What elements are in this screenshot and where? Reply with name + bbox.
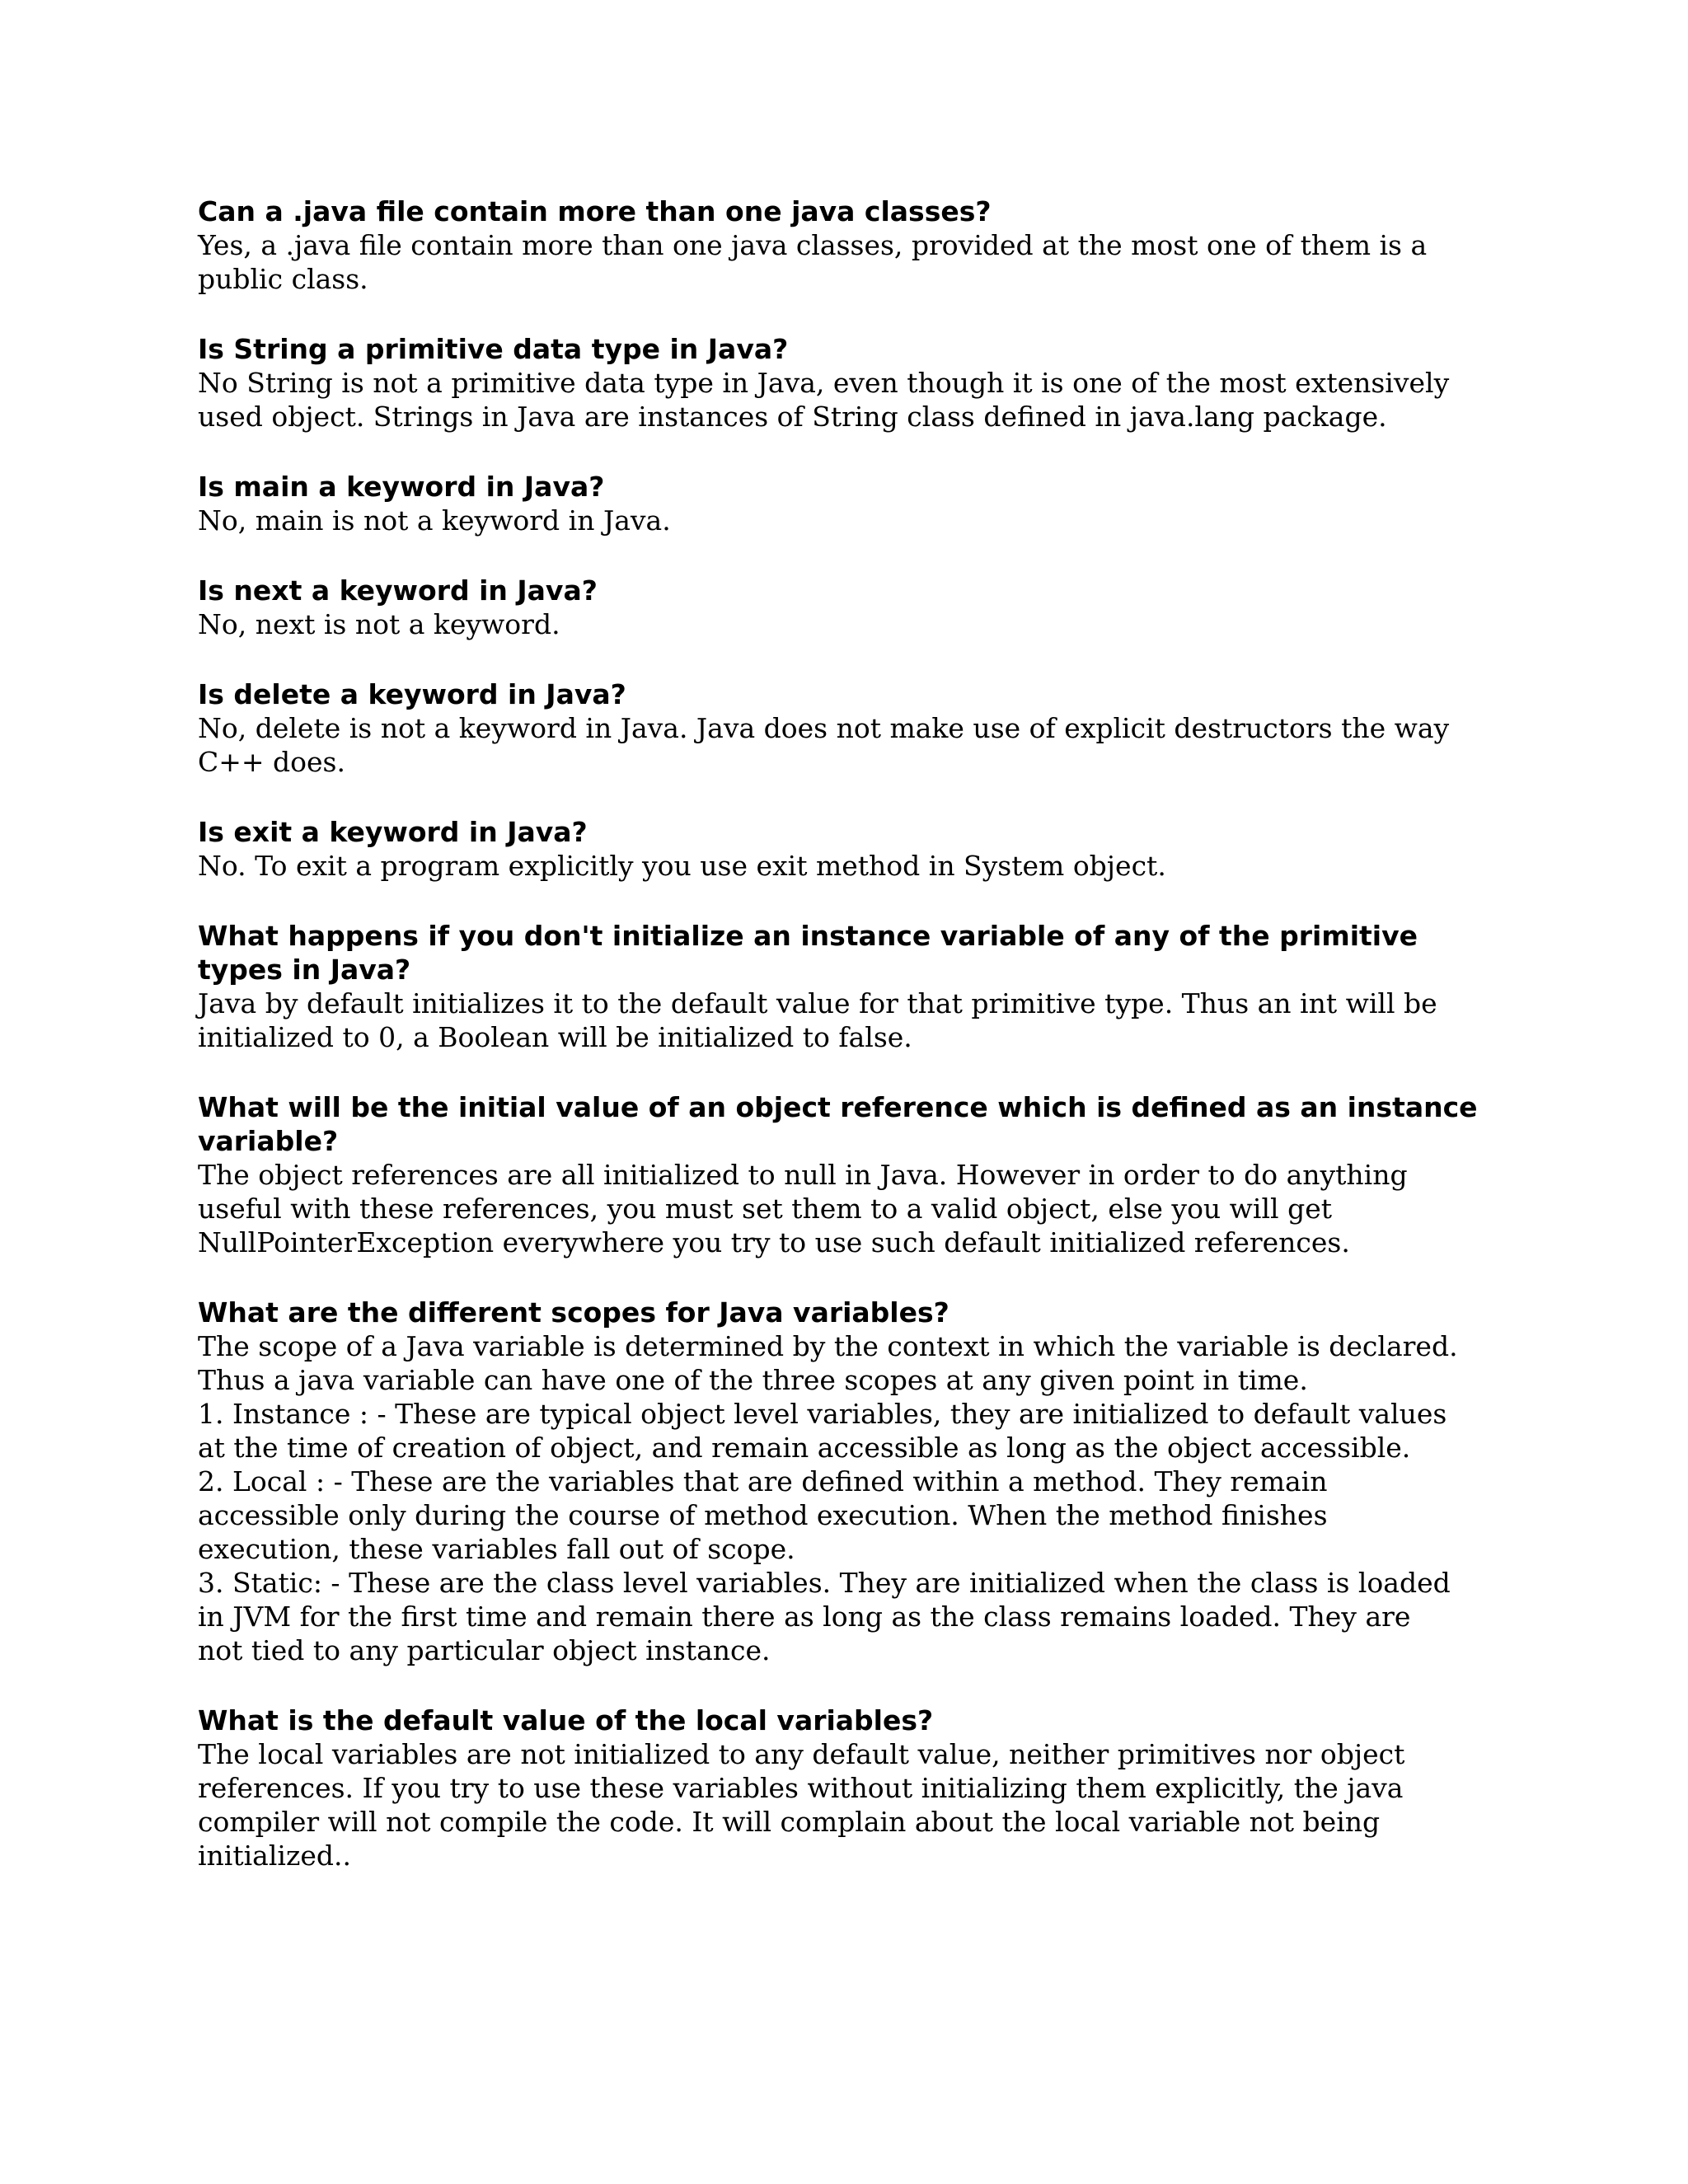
qa-block	[198, 574, 1500, 641]
question-line: Is main a keyword in Java?	[198, 471, 605, 503]
answer-line: initialized..	[198, 1840, 351, 1872]
question-line: Is exit a keyword in Java?	[198, 816, 588, 848]
answer-line: The object references are all initialized to null in Java. However in order to do anything	[198, 1159, 1408, 1191]
question-line: Is String a primitive data type in Java?	[198, 333, 789, 365]
question-line: Is delete a keyword in Java?	[198, 678, 626, 710]
answer-text	[198, 504, 1500, 537]
question-line: types in Java?	[198, 954, 411, 986]
answer-line: No String is not a primitive data type in Java, even though it is one of the most extensively	[198, 367, 1450, 399]
answer-line: public class.	[198, 263, 368, 295]
question-line: variable?	[198, 1125, 339, 1157]
qa-block	[198, 1296, 1500, 1667]
answer-line: execution, these variables fall out of scope.	[198, 1533, 795, 1565]
qa-block	[198, 470, 1500, 537]
answer-line: C++ does.	[198, 746, 345, 778]
answer-line: used object. Strings in Java are instances of String class defined in java.lang package.	[198, 401, 1387, 433]
answer-text	[198, 1158, 1500, 1259]
answer-text	[198, 711, 1500, 779]
answer-line: The local variables are not initialized to any default value, neither primitives nor object	[198, 1738, 1405, 1770]
answer-text	[198, 1329, 1500, 1667]
qa-block	[198, 677, 1500, 779]
question-heading	[198, 194, 1500, 228]
answer-line: No, next is not a keyword.	[198, 608, 560, 640]
question-heading	[198, 470, 1500, 504]
answer-line: useful with these references, you must set them to a valid object, else you will get	[198, 1193, 1332, 1225]
question-line: Is next a keyword in Java?	[198, 574, 598, 607]
qa-block	[198, 1090, 1500, 1259]
answer-line: at the time of creation of object, and remain accessible as long as the object accessible.	[198, 1432, 1411, 1464]
answer-text	[198, 228, 1500, 296]
answer-line: Thus a java variable can have one of the three scopes at any given point in time.	[198, 1364, 1308, 1396]
answer-line: compiler will not compile the code. It will complain about the local variable not being	[198, 1806, 1381, 1838]
answer-line: 1. Instance : - These are typical object level variables, they are initialized to default values	[198, 1398, 1447, 1430]
answer-line: initialized to 0, a Boolean will be initialized to false.	[198, 1021, 912, 1053]
answer-text	[198, 987, 1500, 1054]
question-heading	[198, 677, 1500, 711]
answer-line: Yes, a .java file contain more than one java classes, provided at the most one of them is a	[198, 229, 1428, 261]
answer-line: 2. Local : - These are the variables that are defined within a method. They remain	[198, 1465, 1328, 1497]
question-line: Can a .java file contain more than one java classes?	[198, 195, 992, 227]
answer-line: Java by default initializes it to the default value for that primitive type. Thus an int will be	[198, 987, 1437, 1019]
question-heading	[198, 1704, 1500, 1737]
answer-line: No, delete is not a keyword in Java. Java does not make use of explicit destructors the way	[198, 712, 1450, 744]
question-line: What is the default value of the local variables?	[198, 1704, 934, 1736]
qa-block	[198, 919, 1500, 1054]
question-heading	[198, 815, 1500, 849]
answer-line: No. To exit a program explicitly you use exit method in System object.	[198, 850, 1166, 882]
question-line: What will be the initial value of an object reference which is defined as an instance	[198, 1091, 1478, 1123]
question-heading	[198, 574, 1500, 607]
answer-text	[198, 1737, 1500, 1872]
question-heading	[198, 1090, 1500, 1158]
qa-block	[198, 815, 1500, 883]
question-heading	[198, 332, 1500, 366]
answer-text	[198, 366, 1500, 434]
answer-line: 3. Static: - These are the class level variables. They are initialized when the class is loaded	[198, 1567, 1451, 1599]
answer-line: accessible only during the course of method execution. When the method finishes	[198, 1499, 1328, 1531]
answer-text	[198, 849, 1500, 883]
qa-block	[198, 1704, 1500, 1872]
qa-block	[198, 194, 1500, 296]
qa-block	[198, 332, 1500, 434]
question-heading	[198, 1296, 1500, 1329]
document-page	[198, 194, 1500, 1909]
answer-text	[198, 607, 1500, 641]
answer-line: No, main is not a keyword in Java.	[198, 504, 671, 537]
answer-line: The scope of a Java variable is determined by the context in which the variable is declared.	[198, 1330, 1458, 1362]
question-line: What happens if you don't initialize an instance variable of any of the primitive	[198, 920, 1418, 952]
answer-line: not tied to any particular object instance.	[198, 1634, 771, 1666]
answer-line: NullPointerException everywhere you try to use such default initialized references.	[198, 1226, 1350, 1258]
answer-line: references. If you try to use these variables without initializing them explicitly, the java	[198, 1772, 1404, 1804]
question-heading	[198, 919, 1500, 987]
answer-line: in JVM for the first time and remain there as long as the class remains loaded. They are	[198, 1601, 1411, 1633]
question-line: What are the different scopes for Java variables?	[198, 1296, 950, 1329]
